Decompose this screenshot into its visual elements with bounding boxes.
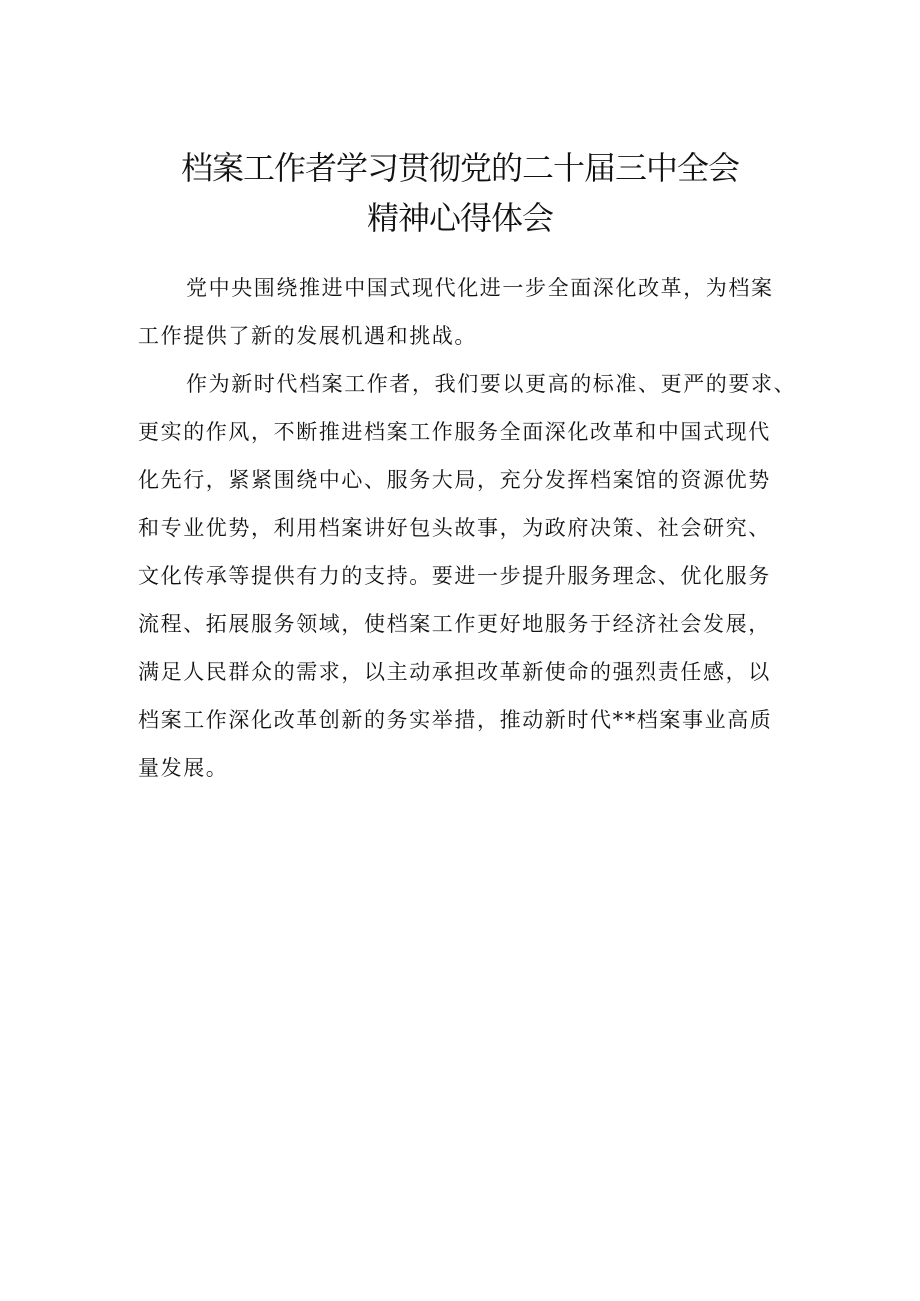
- paragraph-line: 更实的作风，不断推进档案工作服务全面深化改革和中国式现代: [138, 420, 771, 444]
- paragraph-line: 工作提供了新的发展机遇和挑战。: [138, 324, 477, 348]
- paragraph-line: 作为新时代档案工作者，我们要以更高的标准、更严的要求、: [186, 372, 797, 396]
- paragraph-line: 化先行，紧紧围绕中心、服务大局，充分发挥档案馆的资源优势: [138, 468, 771, 492]
- paragraph-line: 党中央围绕推进中国式现代化进一步全面深化改革，为档案: [186, 276, 774, 300]
- paragraph-line: 和专业优势，利用档案讲好包头故事，为政府决策、社会研究、: [138, 516, 771, 540]
- paragraph-line: 文化传承等提供有力的支持。要进一步提升服务理念、优化服务: [138, 564, 771, 588]
- document-title-line-1: 档案工作者学习贯彻党的二十届三中全会: [180, 149, 739, 187]
- document-title-line-2: 精神心得体会: [366, 199, 553, 237]
- paragraph-line: 流程、拓展服务领域，使档案工作更好地服务于经济社会发展，: [138, 612, 771, 636]
- paragraph-line: 量发展。: [138, 756, 229, 780]
- paragraph-line: 档案工作深化改革创新的务实举措，推动新时代**档案事业高质: [138, 708, 773, 732]
- paragraph-line: 满足人民群众的需求，以主动承担改革新使命的强烈责任感，以: [138, 660, 771, 684]
